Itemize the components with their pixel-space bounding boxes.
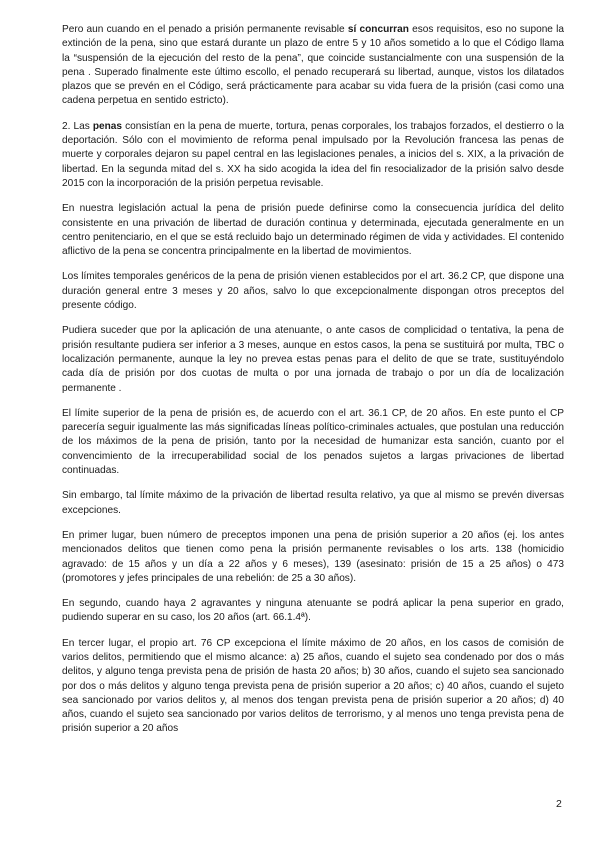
text-run: Los límites temporales genéricos de la pena de prisión vienen establecidos por el art. 36.2 CP, que dispone una duración general entre 3 meses y 20 años, salvo lo que excepcionalmente dispongan otros preceptos del presente código.: [62, 271, 564, 312]
text-run: esos requisitos, eso no supone la extinción de la pena, sino que estará durante un plazo de entre 5 y 10 años sometido a lo que el Código llama la “suspensión de la ejecución del resto de la pena”, que coincide sustancialmente con una suspensión de la pena . Superado finalmente este último escollo, el penado recuperará su libertad, aunque, vistos los dilatados plazos que se prevén en el Código, será prácticamente para acabar su vida fuera de la prisión (casi como una cadena perpetua en sentido estricto).: [62, 24, 564, 107]
text-run: En tercer lugar, el propio art. 76 CP excepciona el límite máximo de 20 años, en los casos de comisión de varios delitos, permitiendo que el mismo alcance: a) 25 años, cuando el sujeto sea condenado por dos o más delitos, y alguno tenga prevista pena de prisión de hasta 20 años; b) 30 años, cuando el sujeto sea sancionado por dos o más delitos y alguno tenga prevista pena de prisión superior a 20 años; c) 40 años, cuando el sujeto sea sancionado por varios delitos y, al menos dos tengan prevista pena de prisión superior a 20 años; d) 40 años, cuando el sujeto sea sancionado por varios delitos de terrorismo, y al menos uno tenga prevista pena de prisión superior a 20 años: [62, 637, 564, 735]
text-run: consistían en la pena de muerte, tortura, penas corporales, los trabajos forzados, el destierro o la deportación. Sólo con el movimiento de reforma penal impulsado por la Revolución francesa las penas de muerte y corporales dejaron su papel central en las legislaciones penales, a inicios del s. XIX, a la privación de libertad. En la segunda mitad del s. XX ha sido acogida la idea del fin resocializador de la prisión salvo desde 2015 con la incorporación de la prisión perpetua revisable.: [62, 120, 564, 189]
bold-text: penas: [92, 120, 123, 132]
document-page: [62, 23, 564, 748]
paragraph: [62, 270, 564, 313]
text-run: En primer lugar, buen número de preceptos imponen una pena de prisión superior a 20 años (ej. los antes mencionados delitos que tienen como pena la prisión permanente revisables o los arts. 138 (homicidio agravado: de 15 años y un día a 22 años y 6 meses), 139 (asesinato: prisión de 15 a 25 años) o 473 (promotores y jefes principales de una rebelión: de 25 a 30 años).: [62, 529, 564, 584]
paragraph: [62, 324, 564, 395]
paragraph: [62, 23, 564, 109]
body-text: [62, 23, 564, 737]
text-run: 2. Las: [62, 120, 93, 132]
text-run: Pudiera suceder que por la aplicación de una atenuante, o ante casos de complicidad o tentativa, la pena de prisión resultante pudiera ser inferior a 3 meses, aunque en estos casos, la pena se sustituirá por multa, TBC o localización permanente, aunque la ley no prevea estas penas para el delito de que se trate, sustituyéndolo cada día de prisión por dos cuotas de multa o por una jornada de trabajo o por un día de localización permanente .: [62, 325, 564, 394]
paragraph: [62, 120, 564, 191]
paragraph: [62, 529, 564, 586]
paragraph: [62, 597, 564, 626]
bold-text: sí concurran: [347, 24, 409, 35]
paragraph: [62, 407, 564, 478]
paragraph: [62, 489, 564, 518]
text-run: En nuestra legislación actual la pena de prisión puede definirse como la consecuencia jurídica del delito consistente en una privación de libertad de duración continua y determinada, ejecutada generalmente en un centro penitenciario, en el que se está recluido bajo un determinado régimen de vida y actividades. El contenido aflictivo de la pena se concentra principalmente en la libertad de movimientos.: [62, 203, 564, 258]
text-run: En segundo, cuando haya 2 agravantes y ninguna atenuante se podrá aplicar la pena superior en grado, pudiendo superar en su caso, los 20 años (art. 66.1.4ª).: [62, 598, 564, 624]
text-run: El límite superior de la pena de prisión es, de acuerdo con el art. 36.1 CP, de 20 años. En este punto el CP parecería seguir igualmente las más significadas líneas político-criminales actuales, que postulan una reducción de los máximos de la pena de prisión, tanto por la necesidad de humanizar esta sanción, cuanto por el convencimiento de la irrecuperabilidad social de los penados sujetos a largas privaciones de libertad continuadas.: [62, 407, 564, 477]
paragraph: [62, 637, 564, 737]
text-run: Pero aun cuando en el penado a prisión permanente revisable: [62, 24, 348, 35]
paragraph: [62, 202, 564, 259]
page-number: 2: [556, 798, 562, 810]
text-run: Sin embargo, tal límite máximo de la privación de libertad resulta relativo, ya que al mismo se prevén diversas excepciones.: [62, 490, 564, 516]
